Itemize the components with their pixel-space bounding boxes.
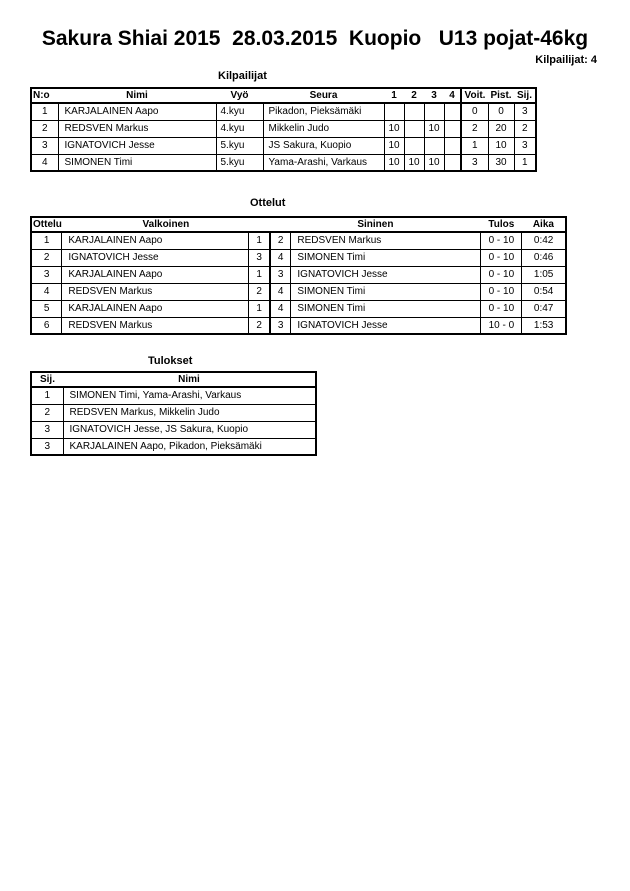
competitor-row bbox=[31, 120, 536, 137]
score-cell-3 bbox=[424, 137, 444, 154]
match-row bbox=[31, 249, 566, 266]
time-cell: 0:47 bbox=[522, 300, 566, 317]
club-cell: Yama-Arashi, Varkaus bbox=[263, 154, 384, 171]
final-name-cell: SIMONEN Timi, Yama-Arashi, Varkaus bbox=[63, 387, 316, 404]
header-sij: Sij. bbox=[514, 88, 536, 103]
header-round-4: 4 bbox=[444, 88, 461, 103]
final-place-cell: 3 bbox=[31, 438, 63, 455]
blue-name-cell: IGNATOVICH Jesse bbox=[291, 317, 481, 334]
score-cell-4 bbox=[444, 154, 461, 171]
score-cell-3: 10 bbox=[424, 154, 444, 171]
white-name-cell: REDSVEN Markus bbox=[62, 283, 249, 300]
white-number-cell: 1 bbox=[249, 232, 270, 249]
matches-header-row bbox=[31, 217, 566, 232]
score-cell-4 bbox=[444, 120, 461, 137]
competitor-row bbox=[31, 103, 536, 120]
header-sij: Sij. bbox=[31, 372, 63, 387]
competitor-number-cell: 1 bbox=[31, 103, 58, 120]
blue-number-cell: 3 bbox=[270, 317, 291, 334]
results-table bbox=[30, 371, 317, 456]
score-cell-3 bbox=[424, 103, 444, 120]
competitor-number-cell: 2 bbox=[31, 120, 58, 137]
result-cell: 0 - 10 bbox=[481, 232, 522, 249]
score-cell-1 bbox=[384, 103, 404, 120]
section-heading-tulokset: Tulokset bbox=[148, 355, 193, 367]
score-cell-1: 10 bbox=[384, 137, 404, 154]
competitor-name-cell: KARJALAINEN Aapo bbox=[58, 103, 216, 120]
place-cell: 3 bbox=[514, 137, 536, 154]
final-name-cell: KARJALAINEN Aapo, Pikadon, Pieksämäki bbox=[63, 438, 316, 455]
score-cell-1: 10 bbox=[384, 120, 404, 137]
result-row bbox=[31, 404, 316, 421]
header-vyo: Vyö bbox=[216, 88, 263, 103]
header-aika: Aika bbox=[522, 217, 566, 232]
result-cell: 0 - 10 bbox=[481, 283, 522, 300]
match-number-cell: 2 bbox=[31, 249, 62, 266]
competitor-number-cell: 3 bbox=[31, 137, 58, 154]
blue-name-cell: SIMONEN Timi bbox=[291, 249, 481, 266]
white-name-cell: KARJALAINEN Aapo bbox=[62, 232, 249, 249]
header-tulos: Tulos bbox=[481, 217, 522, 232]
score-cell-2: 10 bbox=[404, 154, 424, 171]
competitor-name-cell: SIMONEN Timi bbox=[58, 154, 216, 171]
blue-number-cell: 4 bbox=[270, 249, 291, 266]
points-cell: 20 bbox=[488, 120, 514, 137]
time-cell: 1:05 bbox=[522, 266, 566, 283]
result-cell: 0 - 10 bbox=[481, 266, 522, 283]
matches-table bbox=[30, 216, 567, 335]
white-number-cell: 1 bbox=[249, 300, 270, 317]
final-name-cell: IGNATOVICH Jesse, JS Sakura, Kuopio bbox=[63, 421, 316, 438]
wins-cell: 2 bbox=[461, 120, 488, 137]
score-cell-4 bbox=[444, 137, 461, 154]
blue-name-cell: SIMONEN Timi bbox=[291, 283, 481, 300]
section-heading-ottelut: Ottelut bbox=[250, 197, 286, 209]
section-heading-kilpailijat: Kilpailijat bbox=[218, 70, 267, 82]
result-row bbox=[31, 387, 316, 404]
club-cell: Pikadon, Pieksämäki bbox=[263, 103, 384, 120]
match-number-cell: 3 bbox=[31, 266, 62, 283]
white-number-cell: 2 bbox=[249, 317, 270, 334]
time-cell: 1:53 bbox=[522, 317, 566, 334]
header-sininen: Sininen bbox=[270, 217, 481, 232]
match-number-cell: 1 bbox=[31, 232, 62, 249]
result-cell: 0 - 10 bbox=[481, 249, 522, 266]
results-header-row bbox=[31, 372, 316, 387]
place-cell: 3 bbox=[514, 103, 536, 120]
final-place-cell: 3 bbox=[31, 421, 63, 438]
header-round-3: 3 bbox=[424, 88, 444, 103]
competitor-name-cell: IGNATOVICH Jesse bbox=[58, 137, 216, 154]
club-cell: Mikkelin Judo bbox=[263, 120, 384, 137]
white-number-cell: 3 bbox=[249, 249, 270, 266]
page-title: Sakura Shiai 2015 28.03.2015 Kuopio U13 pojat-46kg bbox=[41, 27, 589, 50]
belt-cell: 4.kyu bbox=[216, 103, 263, 120]
header-nimi: Nimi bbox=[58, 88, 216, 103]
match-row bbox=[31, 300, 566, 317]
blue-number-cell: 3 bbox=[270, 266, 291, 283]
blue-name-cell: IGNATOVICH Jesse bbox=[291, 266, 481, 283]
white-name-cell: REDSVEN Markus bbox=[62, 317, 249, 334]
participants-count: Kilpailijat: 4 bbox=[535, 54, 597, 66]
competitor-row bbox=[31, 137, 536, 154]
competitors-table bbox=[30, 87, 537, 172]
time-cell: 0:46 bbox=[522, 249, 566, 266]
header-nimi: Nimi bbox=[63, 372, 316, 387]
match-row bbox=[31, 266, 566, 283]
score-cell-2 bbox=[404, 137, 424, 154]
score-cell-3: 10 bbox=[424, 120, 444, 137]
blue-number-cell: 4 bbox=[270, 300, 291, 317]
belt-cell: 4.kyu bbox=[216, 120, 263, 137]
wins-cell: 1 bbox=[461, 137, 488, 154]
header-round-2: 2 bbox=[404, 88, 424, 103]
result-row bbox=[31, 421, 316, 438]
place-cell: 2 bbox=[514, 120, 536, 137]
result-row bbox=[31, 438, 316, 455]
white-name-cell: KARJALAINEN Aapo bbox=[62, 266, 249, 283]
header-voit: Voit. bbox=[461, 88, 488, 103]
score-cell-2 bbox=[404, 103, 424, 120]
belt-cell: 5.kyu bbox=[216, 137, 263, 154]
header-pist: Pist. bbox=[488, 88, 514, 103]
header-round-1: 1 bbox=[384, 88, 404, 103]
time-cell: 0:42 bbox=[522, 232, 566, 249]
wins-cell: 0 bbox=[461, 103, 488, 120]
points-cell: 0 bbox=[488, 103, 514, 120]
header-seura: Seura bbox=[263, 88, 384, 103]
final-place-cell: 1 bbox=[31, 387, 63, 404]
score-cell-4 bbox=[444, 103, 461, 120]
white-number-cell: 1 bbox=[249, 266, 270, 283]
blue-name-cell: REDSVEN Markus bbox=[291, 232, 481, 249]
competitor-number-cell: 4 bbox=[31, 154, 58, 171]
white-name-cell: KARJALAINEN Aapo bbox=[62, 300, 249, 317]
blue-number-cell: 2 bbox=[270, 232, 291, 249]
club-cell: JS Sakura, Kuopio bbox=[263, 137, 384, 154]
white-number-cell: 2 bbox=[249, 283, 270, 300]
score-cell-1: 10 bbox=[384, 154, 404, 171]
competitor-name-cell: REDSVEN Markus bbox=[58, 120, 216, 137]
wins-cell: 3 bbox=[461, 154, 488, 171]
competitors-header-row bbox=[31, 88, 536, 103]
points-cell: 10 bbox=[488, 137, 514, 154]
match-number-cell: 4 bbox=[31, 283, 62, 300]
match-row bbox=[31, 283, 566, 300]
white-name-cell: IGNATOVICH Jesse bbox=[62, 249, 249, 266]
final-name-cell: REDSVEN Markus, Mikkelin Judo bbox=[63, 404, 316, 421]
result-cell: 0 - 10 bbox=[481, 300, 522, 317]
header-valkoinen: Valkoinen bbox=[62, 217, 270, 232]
blue-number-cell: 4 bbox=[270, 283, 291, 300]
header-ottelu: Ottelu bbox=[33, 219, 62, 230]
time-cell: 0:54 bbox=[522, 283, 566, 300]
match-row bbox=[31, 317, 566, 334]
points-cell: 30 bbox=[488, 154, 514, 171]
match-number-cell: 6 bbox=[31, 317, 62, 334]
match-number-cell: 5 bbox=[31, 300, 62, 317]
match-row bbox=[31, 232, 566, 249]
blue-name-cell: SIMONEN Timi bbox=[291, 300, 481, 317]
result-cell: 10 - 0 bbox=[481, 317, 522, 334]
header-no: N:o bbox=[31, 88, 58, 103]
score-cell-2 bbox=[404, 120, 424, 137]
belt-cell: 5.kyu bbox=[216, 154, 263, 171]
final-place-cell: 2 bbox=[31, 404, 63, 421]
place-cell: 1 bbox=[514, 154, 536, 171]
competitor-row bbox=[31, 154, 536, 171]
